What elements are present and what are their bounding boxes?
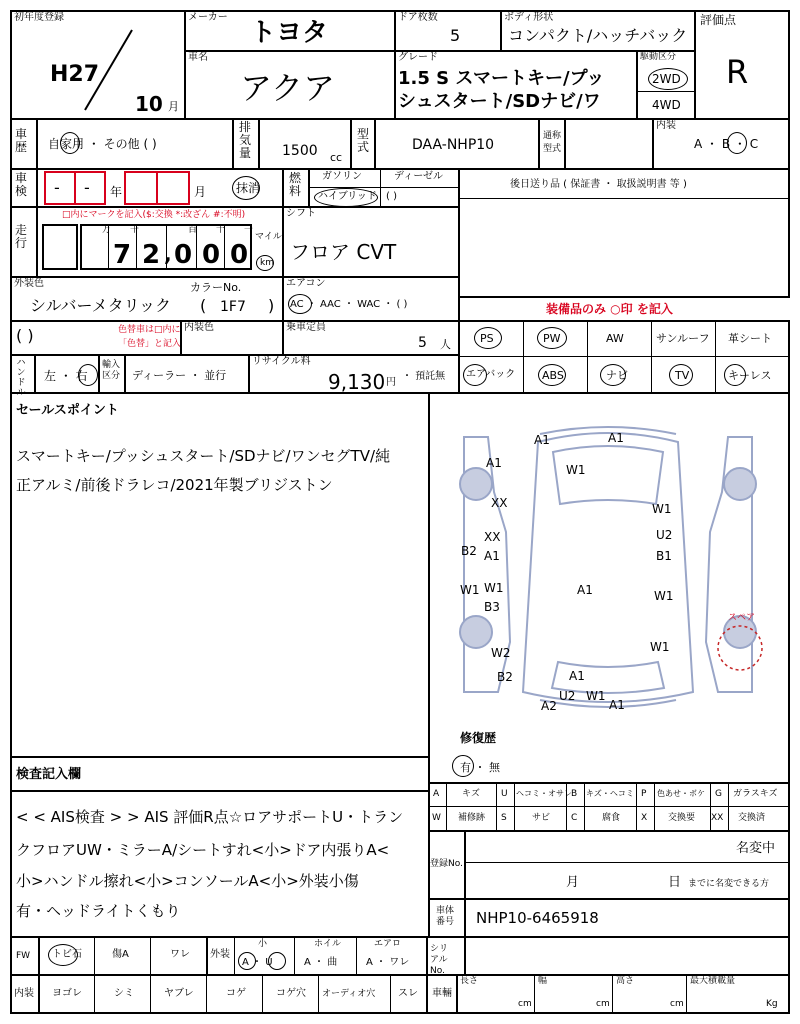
inspection-dash2: - (84, 178, 90, 197)
capacity-label: 乗車定員 (286, 322, 326, 333)
fw-item: 傷A (112, 949, 129, 960)
divider (523, 320, 524, 394)
inspector-line4: 有・ヘッドライトくもり (16, 902, 181, 920)
odo-digit: 7 (112, 240, 132, 270)
equip-pw-circle (537, 327, 567, 349)
chassis-value: NHP10-6465918 (476, 909, 599, 927)
drive-label: 駆動区分 (640, 52, 677, 62)
legend-desc: 交換要 (668, 813, 696, 823)
equip-keyless: キーレス (728, 369, 772, 382)
first-reg-month-unit: 月 (168, 100, 179, 113)
sales-points-line1: スマートキー/プッシュスタート/SDナビ/ワンセグTV/純 (16, 447, 391, 465)
equip-abs-circle (538, 364, 566, 386)
equip-airbag-circle (463, 364, 487, 386)
history-label: 車歴 (14, 127, 27, 154)
reg-name-change: 名変中 (736, 841, 776, 856)
mark: A2 (541, 699, 557, 713)
reg-no-label: 登録No. (430, 859, 463, 869)
fuel-gasoline: ガソリン (322, 171, 362, 182)
divider (318, 974, 319, 1014)
legend-code: W (432, 813, 441, 823)
divider (294, 936, 295, 976)
displacement-unit: cc (330, 151, 343, 164)
int-item: ヨゴレ (52, 988, 82, 999)
history-value: 自家用 ・ その他 ( ) (48, 137, 157, 151)
divider (232, 118, 234, 170)
mark: W1 (484, 581, 504, 595)
equip-navi: ナビ (606, 369, 628, 382)
int-item: スレ (398, 988, 418, 999)
mark: W1 (652, 502, 672, 516)
divider (464, 936, 466, 976)
mark: A1 (608, 431, 624, 445)
divider (534, 974, 535, 1014)
body-type-label: ボディ形状 (504, 12, 554, 23)
divider (564, 118, 566, 170)
displacement-label: 排気量 (238, 120, 251, 160)
mark: W1 (566, 463, 586, 477)
odo-comma: , (164, 242, 172, 266)
divider (308, 168, 310, 208)
color-change-note1: 色替車は□内に (118, 325, 181, 335)
divider (10, 790, 430, 792)
ext-small-label: 小 (258, 939, 268, 949)
ext-small-a-circle (238, 952, 256, 970)
divider (282, 168, 284, 208)
first-reg-year: H27 (50, 62, 100, 87)
mileage-mile: マイル (255, 232, 282, 242)
spare-label: スペア (728, 613, 756, 623)
maker-value: トヨタ (250, 18, 329, 48)
dims-kg: Kg (766, 999, 778, 1009)
divider (584, 782, 585, 832)
aircon-value: AC ・ AAC ・ WAC ・ ( ) (290, 299, 408, 310)
serial-label: シリアルNo. (430, 944, 449, 976)
divider (654, 782, 655, 832)
exterior-label: 外装 (210, 949, 230, 960)
mark: A1 (577, 583, 593, 597)
divider (464, 898, 466, 938)
mark: W1 (586, 689, 606, 703)
divider (715, 320, 716, 394)
car-name-value: アクア (240, 69, 336, 107)
int-item: コゲ穴 (276, 988, 306, 999)
reg-month: 月 (566, 875, 580, 890)
divider (36, 118, 38, 170)
legend-desc: ガラスキズ (733, 789, 778, 799)
chassis-label: 車体番号 (436, 906, 455, 927)
legend-code: X (641, 813, 648, 823)
divider (36, 206, 38, 278)
car-name-label: 車名 (188, 52, 208, 63)
divider (390, 974, 391, 1014)
capacity-value: 5 (418, 335, 427, 351)
sales-points-line2: 正アルミ/前後ドラレコ/2021年製ブリジストン (16, 476, 333, 494)
dims-cm: cm (596, 999, 610, 1009)
mark: XX (484, 530, 501, 544)
odo-unit-man: 万 (102, 225, 112, 235)
divider (446, 782, 447, 832)
mark: A1 (569, 669, 585, 683)
maker-label: メーカー (188, 12, 228, 23)
divider (38, 936, 40, 976)
dims-label: 車輛 (432, 988, 452, 999)
doors-label: ドア枚数 (398, 12, 438, 23)
mark: W1 (654, 589, 674, 603)
legend-code: P (641, 789, 647, 799)
body-type-value: コンパクト/ハッチバック (508, 26, 688, 45)
divider (612, 974, 613, 1014)
reg-day: 日 (668, 875, 682, 890)
serial-box (426, 936, 790, 976)
divider (458, 356, 790, 357)
legend-code: G (715, 789, 722, 799)
fuel-hybrid: ハイブリッド (318, 191, 377, 202)
equip-navi-circle (600, 364, 626, 386)
shift-value: フロア CVT (290, 240, 397, 264)
ext-color-label: 外装色 (14, 278, 44, 289)
dims-height: 高さ (616, 976, 635, 986)
car-diagram (428, 392, 790, 784)
divider (538, 118, 540, 170)
divider (652, 118, 654, 170)
mark: U2 (656, 528, 673, 542)
divider (234, 936, 235, 976)
inspection-month-unit: 月 (194, 185, 207, 199)
ext-small-u-circle (268, 952, 286, 970)
odo-digit: 0 (201, 240, 221, 270)
model-label: 型式 (356, 127, 369, 154)
divider (710, 782, 711, 832)
equip-keyless-circle (724, 364, 746, 386)
fw-item: ワレ (170, 949, 190, 960)
odo-unit-ichi: 一 (244, 225, 254, 235)
fuel-diesel: ディーゼル (394, 171, 443, 182)
legend-desc: 補修跡 (458, 813, 486, 823)
legend-code: XX (711, 813, 724, 823)
odo-unit-sen: 千 (130, 225, 140, 235)
handle-right-circle (78, 364, 98, 386)
color-no-value: 1F7 (220, 299, 246, 315)
divider (636, 91, 696, 92)
doors-value: 5 (450, 26, 461, 45)
mark: A1 (486, 456, 502, 470)
fw-item: トビ石 (52, 949, 82, 960)
legend-desc: 色あせ・ボケ (657, 789, 705, 798)
model-value: DAA-NHP10 (412, 137, 495, 153)
repair-value: 有 ・ 無 (460, 761, 500, 774)
fw-item-circle (48, 944, 78, 966)
common-model-label: 通称型式 (542, 131, 561, 154)
recycle-deposit: ・ 預託無 (402, 371, 446, 382)
fuel-hybrid-circle (314, 188, 378, 207)
repair-yes-circle (452, 755, 474, 777)
equip-ps: PS (480, 332, 494, 345)
recycle-unit: 円 (386, 377, 396, 388)
inspector-line2: クフロアUW・ミラーA/シートすれ<小>ドア内張りA< (16, 841, 390, 859)
mileage-label: 走行 (14, 223, 27, 250)
divider (380, 168, 381, 208)
inspection-dash1: - (54, 178, 60, 197)
equip-aw: AW (606, 332, 624, 345)
divider (94, 974, 95, 1014)
mark: W1 (460, 583, 480, 597)
inspection-label: 車検 (14, 171, 27, 198)
int-item: シミ (114, 988, 134, 999)
int-color-label: 内装色 (184, 322, 214, 333)
displacement-value: 1500 (282, 143, 318, 159)
mark: A1 (484, 549, 500, 563)
dims-weight: 最大積載量 (690, 976, 736, 986)
color-no-paren: ) (268, 296, 275, 315)
divider (464, 830, 466, 900)
interior-label: 内装 (656, 120, 676, 131)
divider (206, 974, 207, 1014)
interior-b-circle (727, 132, 747, 154)
sales-points-label: セールスポイント (16, 403, 119, 418)
fuel-other: ( ) (386, 191, 397, 202)
int-item: オーディオ穴 (322, 989, 376, 999)
mileage-note: □内にマークを記入($:交換 *:改ざん #:不明) (62, 210, 246, 220)
legend-code: U (501, 789, 508, 799)
ext-color-value: シルバーメタリック (30, 296, 172, 315)
inspection-year-unit: 年 (110, 185, 123, 199)
odo-digit: 0 (229, 240, 249, 270)
mark: W2 (491, 646, 511, 660)
int-item: コゲ (226, 988, 246, 999)
legend-code: A (433, 789, 440, 799)
legend-desc: サビ (532, 813, 551, 823)
eval-label: 評価点 (700, 13, 737, 27)
divider (464, 862, 790, 863)
recycle-value: 9,130 (328, 370, 386, 394)
inspection-expired-circle (232, 176, 260, 200)
mark: B1 (656, 549, 672, 563)
handle-label: ハンドル (16, 358, 26, 398)
mileage-mark-box (42, 224, 78, 270)
inspector-line1: < < AIS検査 > > AIS 評価R点☆ロアサポートU・トラン (16, 808, 404, 826)
fuel-label: 燃料 (288, 171, 301, 198)
odo-unit-juu: 十 (216, 225, 226, 235)
divider (156, 171, 158, 205)
color-no-label: カラーNo. (190, 281, 242, 294)
equip-leather: 革シート (728, 332, 772, 345)
mark: B2 (497, 670, 513, 684)
import-label: 輸入区分 (102, 360, 121, 381)
handle-value: 左 ・ 右 (44, 369, 88, 383)
divider (150, 974, 151, 1014)
equip-tv-circle (669, 364, 693, 386)
wheel-value: A ・ 曲 (304, 957, 338, 968)
first-reg-month: 10 (135, 92, 163, 116)
inspector-line3: 小>ハンドル擦れ<小>コンソールA<小>外装小傷 (16, 872, 359, 890)
aircon-label: エアコン (286, 278, 326, 289)
divider (248, 354, 250, 394)
aircon-ac-circle (288, 294, 312, 314)
legend-desc: 腐食 (602, 813, 621, 823)
mark: A1 (609, 698, 625, 712)
dims-length: 長さ (460, 976, 479, 986)
inspector-label: 検査記入欄 (16, 767, 82, 782)
divider (514, 782, 515, 832)
dims-cm: cm (518, 999, 532, 1009)
first-reg-label: 初年度登録 (14, 12, 64, 23)
recycle-label: リサイクル料 (252, 356, 311, 367)
aero-value: A ・ ワレ (366, 957, 410, 968)
equip-abs: ABS (542, 369, 564, 382)
mileage-km-circle (256, 255, 274, 271)
divider (258, 118, 260, 170)
inspection-expired: 抹消 (236, 181, 261, 195)
grade-line2: シュスタート/SDナビ/ワ (398, 91, 601, 112)
legend-desc: キズ・ヘコミ (586, 789, 634, 798)
divider (587, 320, 588, 394)
repair-label: 修復歴 (460, 731, 497, 745)
fw-label: FW (16, 951, 31, 961)
equip-tv: TV (675, 369, 690, 382)
aero-label: エアロ (374, 939, 402, 949)
grade-line1: 1.5 S スマートキー/プッ (398, 68, 605, 89)
history-private-circle (60, 132, 80, 154)
equip-sunroof: サンルーフ (656, 332, 710, 345)
mark: XX (491, 496, 508, 510)
divider (651, 320, 652, 394)
drive-4wd: 4WD (652, 98, 681, 112)
mark: B2 (461, 544, 477, 558)
divider (686, 974, 687, 1014)
equip-airbag: エアバック (466, 369, 516, 380)
odo-unit-hyaku: 百 (188, 225, 198, 235)
legend-code: C (571, 813, 578, 823)
divider (374, 118, 376, 170)
shift-label: シフト (286, 208, 316, 219)
divider (38, 974, 40, 1014)
grade-label: グレード (398, 52, 438, 63)
reg-deadline: までに名変できる方 (688, 879, 770, 889)
drive-2wd-circle (648, 68, 688, 90)
legend-code: S (501, 813, 507, 823)
equip-pw: PW (543, 332, 561, 345)
divider (150, 936, 151, 976)
legend-desc: 交換済 (738, 813, 766, 823)
divider (206, 936, 208, 976)
color-change-note2: 「色替」と記入 (118, 339, 182, 349)
color-no-paren: ( (200, 296, 207, 315)
divider (350, 118, 352, 170)
mark: U2 (559, 689, 576, 703)
mark: B3 (484, 600, 500, 614)
ext-small-value: A ・ U (242, 957, 273, 968)
import-value: ディーラー ・ 並行 (132, 369, 227, 382)
odo-digit: 2 (141, 240, 161, 270)
divider (458, 198, 790, 199)
legend-desc: ヘコミ・オサレ (516, 789, 572, 798)
divider (262, 974, 263, 1014)
divider (728, 782, 729, 832)
equip-ps-circle (474, 327, 502, 349)
wheel-label: ホイル (314, 939, 342, 949)
legend-desc: キズ (462, 789, 480, 799)
divider (496, 782, 497, 832)
odo-digit: 0 (173, 240, 193, 270)
divider (74, 171, 76, 205)
divider (94, 936, 95, 976)
divider (356, 936, 357, 976)
dims-width: 幅 (538, 976, 548, 986)
drive-2wd: 2WD (652, 72, 681, 86)
divider (36, 168, 38, 208)
equip-header: 装備品のみ ○印 を記入 (546, 302, 673, 316)
divider (34, 354, 36, 394)
legend-code: B (571, 789, 578, 799)
dims-cm: cm (670, 999, 684, 1009)
mileage-km: km (260, 258, 274, 268)
mark: A1 (534, 433, 550, 447)
divider (98, 354, 100, 394)
interior-damage-label: 内装 (14, 988, 34, 999)
divider (124, 354, 126, 394)
eval-value: R (726, 53, 749, 91)
color-change-paren: ( ) (16, 326, 34, 345)
documents-label: 後日送り品 ( 保証書 ・ 取扱説明書 等 ) (510, 179, 687, 190)
interior-value: A ・ B ・ C (694, 137, 759, 151)
divider (636, 782, 637, 832)
divider (308, 187, 460, 188)
capacity-unit: 人 (440, 338, 451, 351)
mark: W1 (650, 640, 670, 654)
int-item: ヤブレ (164, 988, 194, 999)
divider (428, 806, 790, 807)
divider (456, 974, 458, 1014)
